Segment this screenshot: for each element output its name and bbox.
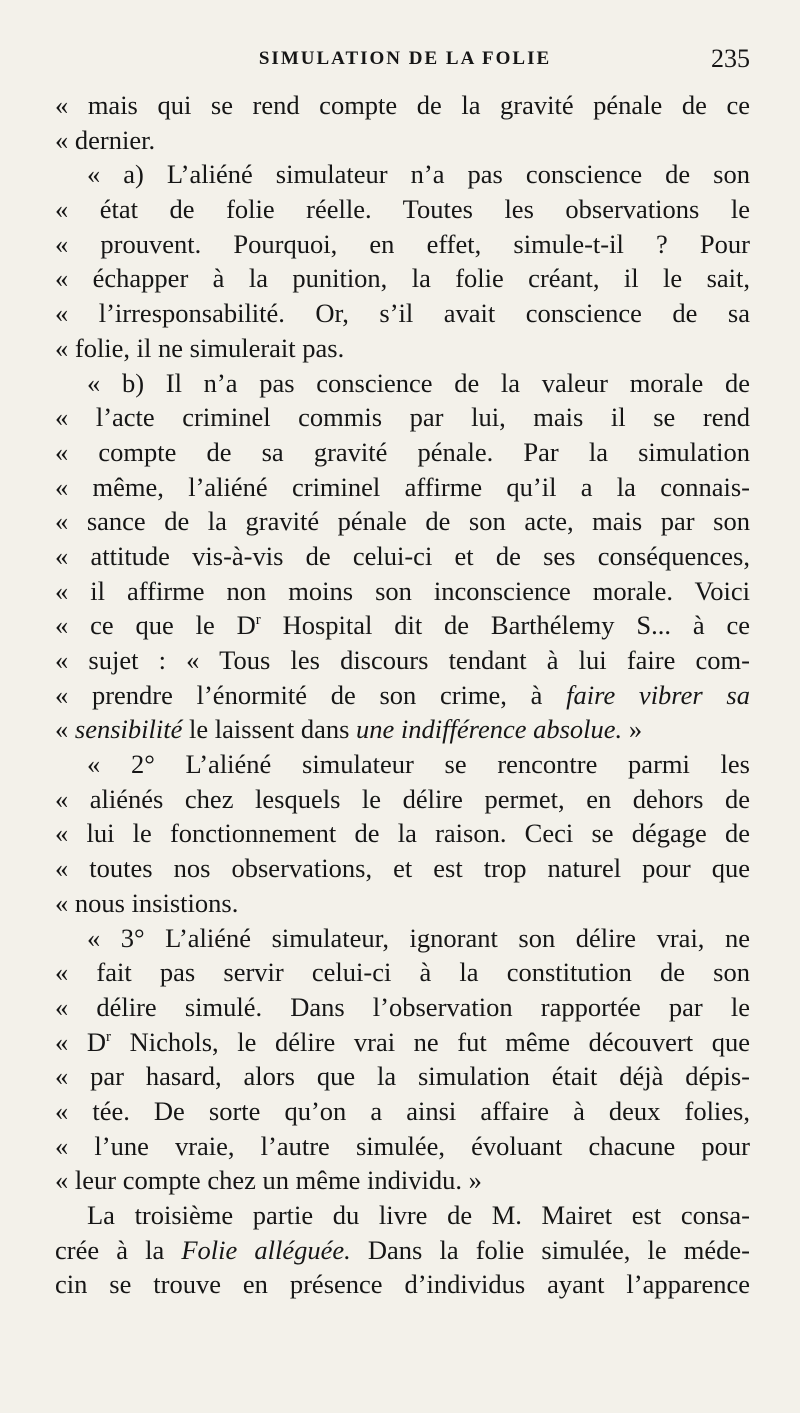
line-34-a: crée à la xyxy=(55,1234,182,1265)
text-line-18 xyxy=(55,678,750,713)
line-18-italic: faire vibrer sa xyxy=(566,679,750,710)
text-line-21: « aliénés chez lesquels le délire permet, en dehors de xyxy=(55,783,750,814)
text-line-20: « 2° L’aliéné simulateur se rencontre parmi les xyxy=(87,749,750,780)
running-title: SIMULATION DE LA FOLIE xyxy=(258,48,552,69)
text-line-8: « folie, il ne simulerait pas. xyxy=(55,332,345,363)
text-line-35: cin se trouve en présence d’individus ayant l’apparence xyxy=(55,1269,750,1300)
text-line-34 xyxy=(55,1233,750,1268)
text-line-33: La troisième partie du livre de M. Mairet est consa- xyxy=(87,1200,750,1230)
text-line-4: « état de folie réelle. Toutes les observations le xyxy=(55,194,750,225)
text-line-23: « toutes nos observations, et est trop naturel pour que xyxy=(55,853,750,884)
line-16-b: Hospital dit de Barthélemy S... à ce xyxy=(260,610,750,641)
text-line-26: « fait pas servir celui-ci à la constitution de son xyxy=(55,957,750,988)
text-line-3 xyxy=(55,157,750,192)
text-line-29: « par hasard, alors que la simulation était déjà dépis- xyxy=(55,1061,750,1092)
line-16-a: « ce que le D xyxy=(55,610,256,641)
text-line-19 xyxy=(55,712,750,747)
text-line-12: « même, l’aliéné criminel affirme qu’il a la connais- xyxy=(55,471,750,502)
text-line-16 xyxy=(55,608,750,643)
text-line-13: « sance de la gravité pénale de son acte, mais par son xyxy=(55,506,750,537)
line-28-a: « D xyxy=(55,1026,106,1057)
line-28-b: Nichols, le délire vrai ne fut même découvert que xyxy=(110,1026,750,1057)
text-line-5: « prouvent. Pourquoi, en effet, simule-t-il ? Pour xyxy=(55,228,750,259)
line-19-a: « xyxy=(55,714,75,745)
text-line-15: « il affirme non moins son inconscience morale. Voici xyxy=(55,575,750,606)
text-line-11: « compte de sa gravité pénale. Par la simulation xyxy=(55,436,750,467)
text-line-31: « l’une vraie, l’autre simulée, évoluant chacune pour xyxy=(55,1130,750,1161)
text-line-22: « lui le fonctionnement de la raison. Ceci se dégage de xyxy=(55,818,750,849)
line-34-b: Dans la folie simulée, le méde- xyxy=(350,1234,750,1265)
line-34-italic: Folie alléguée. xyxy=(181,1234,351,1265)
text-line-2: « dernier. xyxy=(55,124,156,155)
text-line-27: « délire simulé. Dans l’observation rapportée par le xyxy=(55,991,750,1022)
line-19-c: » xyxy=(622,714,643,745)
text-line-25: « 3° L’aliéné simulateur, ignorant son délire vrai, ne xyxy=(87,922,750,953)
superscript-r: r xyxy=(255,612,261,629)
text-line-14: « attitude vis-à-vis de celui-ci et de ses conséquences, xyxy=(55,540,750,571)
line-19-b: le laissent dans xyxy=(182,714,357,745)
page-number: 235 xyxy=(711,44,750,73)
text-line-30: « tée. De sorte qu’on a ainsi affaire à deux folies, xyxy=(55,1095,750,1126)
text-line-7: « l’irresponsabilité. Or, s’il avait conscience de sa xyxy=(55,298,750,329)
text-line-24: « nous insistions. xyxy=(55,887,239,918)
line-19-italic-b: une indifférence absolue. xyxy=(356,714,623,745)
page-header xyxy=(60,44,750,76)
superscript-r-2: r xyxy=(105,1028,111,1045)
text-line-10: « l’acte criminel commis par lui, mais il se rend xyxy=(55,402,750,433)
text-line-28 xyxy=(55,1025,750,1060)
line-19-italic-a: sensibilité xyxy=(74,714,183,745)
text-line-1: « mais qui se rend compte de la gravité pénale de ce xyxy=(55,90,750,120)
line-18-a: « prendre l’énormité de son crime, à xyxy=(55,679,567,710)
line-3-text: « a) L’aliéné simulateur n’a pas conscience de son xyxy=(87,159,750,190)
text-line-6: « échapper à la punition, la folie créant, il le sait, xyxy=(55,263,750,294)
body-text xyxy=(55,88,750,1302)
text-line-17: « sujet : « Tous les discours tendant à lui faire com- xyxy=(55,645,750,675)
text-line-32: « leur compte chez un même individu. » xyxy=(55,1165,482,1196)
text-line-9: « b) Il n’a pas conscience de la valeur morale de xyxy=(87,367,750,398)
